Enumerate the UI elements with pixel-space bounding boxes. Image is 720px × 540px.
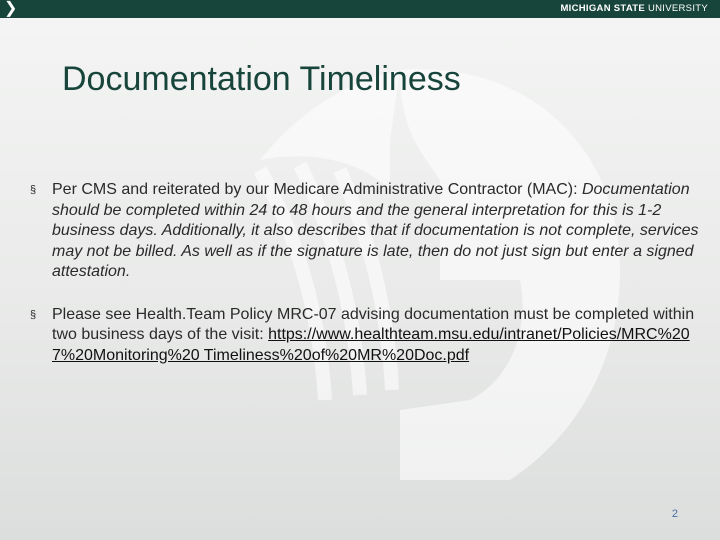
bullet-item-policy — [30, 305, 700, 367]
policy-link[interactable]: https://www.healthteam.msu.edu/intranet/Policies/MRC%207%20Monitoring%20 Timeliness%20of%20MR%20Doc.pdf — [52, 326, 690, 364]
header-bar — [0, 0, 720, 18]
bullet-list — [30, 180, 700, 366]
bullet-policy-text: Please see Health.Team Policy MRC-07 advising documentation must be completed within two business days of the visit: — [52, 305, 695, 343]
bullet-marker-icon: § — [30, 184, 37, 196]
bullet-item-cms — [30, 180, 700, 283]
page-number: 2 — [671, 508, 678, 520]
chevron-right-icon[interactable]: ❯ — [4, 0, 18, 17]
bullet-cms-italic: Documentation should be completed within 24 to 48 hours and the general interpretation for this is 1-2 business days. Additionally, it also describes that if documentation is not complete, services may not be billed. As well as if the signature is late, then do not just sign but enter a signed attestation. — [52, 181, 699, 280]
university-wordmark-bold: MICHIGAN STATE — [560, 3, 646, 14]
slide-title: Documentation Timeliness — [62, 60, 461, 98]
bullet-cms-lead: Per CMS and reiterated by our Medicare Administrative Contractor (MAC): — [52, 181, 582, 198]
university-wordmark — [560, 0, 708, 18]
university-wordmark-light: UNIVERSITY — [647, 3, 708, 14]
bullet-marker-icon: § — [30, 308, 37, 321]
